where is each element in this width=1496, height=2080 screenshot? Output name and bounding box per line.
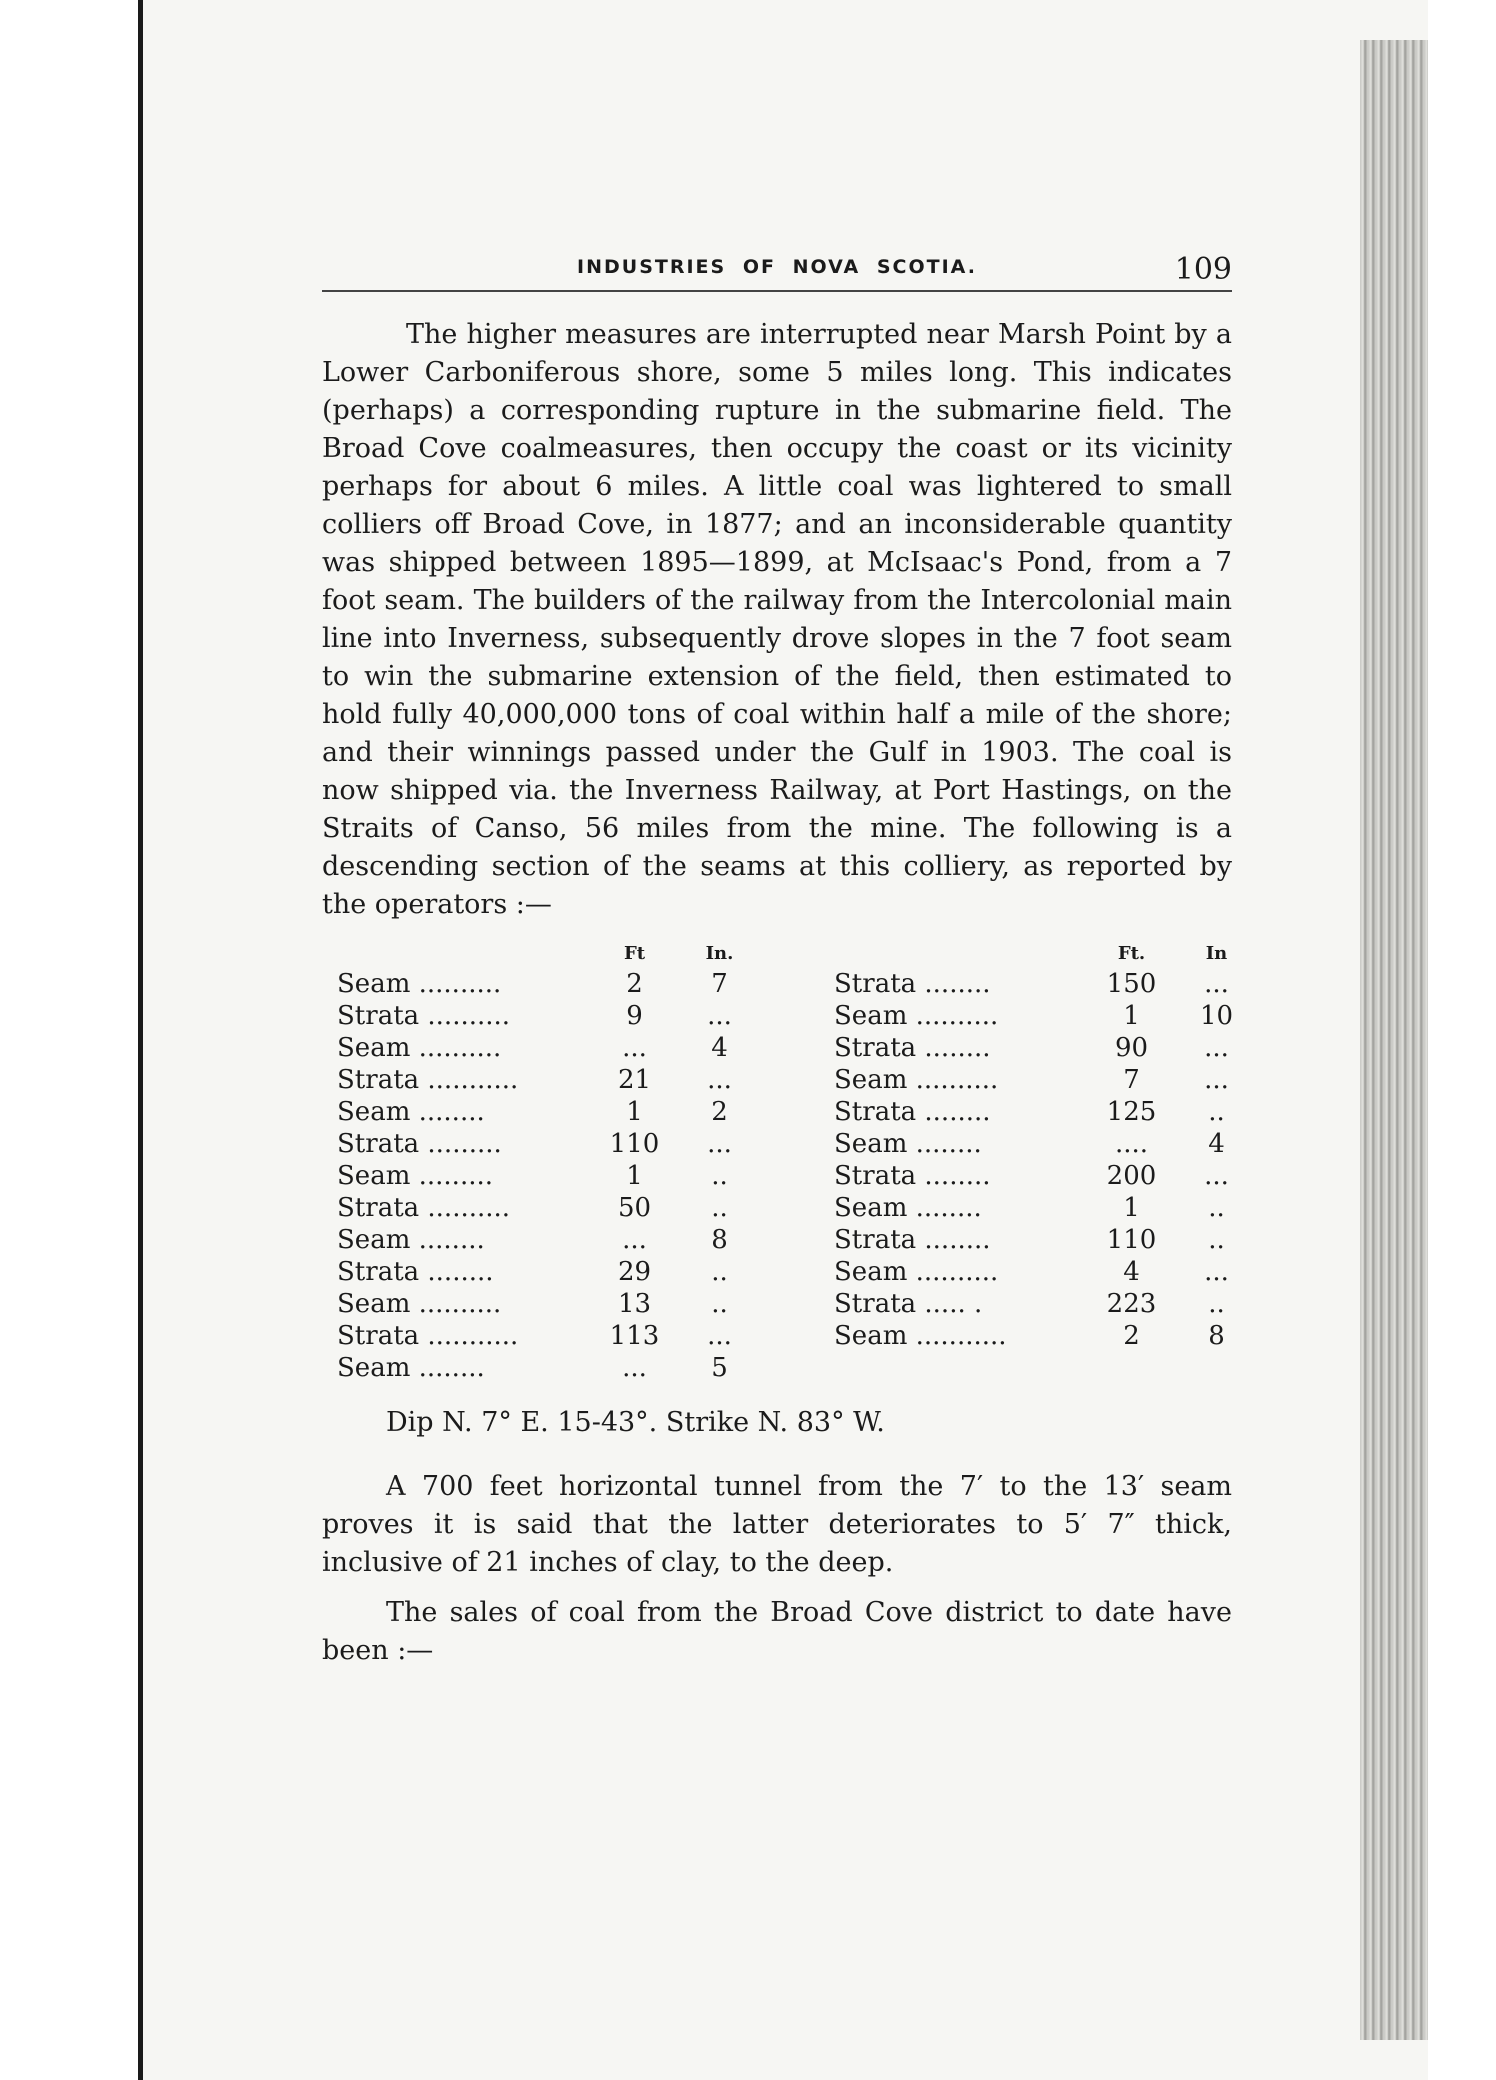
- table-row: [834, 1288, 1254, 1320]
- layer-inches: 8: [711, 1225, 728, 1255]
- layer-inches: ...: [707, 1065, 732, 1095]
- table-row: [337, 1224, 757, 1256]
- layer-name: Seam ..........: [834, 1257, 999, 1287]
- layer-feet: 1: [1123, 1001, 1140, 1031]
- table-row: [337, 1096, 757, 1128]
- table-header: [337, 940, 757, 968]
- layer-name: Strata ...........: [337, 1065, 519, 1095]
- layer-inches: 10: [1199, 1001, 1234, 1031]
- layer-feet: ...: [622, 1353, 647, 1383]
- layer-feet: 1: [1123, 1193, 1140, 1223]
- strata-table-right: [834, 940, 1254, 1352]
- paragraph-intro: The higher measures are interrupted near Marsh Point by a Lower Carboniferous shore, some 5 miles long. This indicates (perhaps) a corresponding rupture in the submarine field. The Broad Cove coalmeasures, then occupy the coast or its vicinity perhaps for about 6 miles. A little coal was lightered to small colliers off Broad Cove, in 1877; and an inconsiderable quantity was shipped between 1895—1899, at McIsaac's Pond, from a 7 foot seam. The builders of the railway from the Intercolonial main line into Inverness, subsequently drove slopes in the 7 foot seam to win the submarine extension of the field, then estimated to hold fully 40,000,000 tons of coal within half a mile of the shore; and their winnings passed under the Gulf in 1903. The coal is now shipped via. the Inverness Railway, at Port Hastings, on the Straits of Canso, 56 miles from the mine. The following is a descending section of the seams at this colliery, as reported by the operators :—: [322, 319, 1232, 920]
- page-stack-edge: [1360, 40, 1428, 2040]
- layer-feet: 2: [1123, 1321, 1140, 1351]
- layer-inches: ...: [1204, 1065, 1229, 1095]
- table-row: [834, 1224, 1254, 1256]
- layer-name: Seam ........: [834, 1129, 982, 1159]
- table-row: [834, 1320, 1254, 1352]
- layer-feet: 110: [1106, 1225, 1157, 1255]
- table-row: [337, 1032, 757, 1064]
- layer-name: Strata ........: [834, 969, 991, 999]
- running-header: [322, 240, 1232, 292]
- table-row: [337, 968, 757, 1000]
- layer-inches: ...: [1204, 1257, 1229, 1287]
- layer-name: Strata ..........: [337, 1193, 511, 1223]
- layer-feet: 125: [1106, 1097, 1157, 1127]
- paragraph-sales: The sales of coal from the Broad Cove district to date have been :—: [322, 1597, 1232, 1666]
- running-title: INDUSTRIES OF NOVA SCOTIA.: [577, 256, 977, 278]
- layer-feet: 113: [609, 1321, 660, 1351]
- layer-feet: 150: [1106, 969, 1157, 999]
- layer-inches: ..: [1208, 1225, 1225, 1255]
- layer-name: Strata ........: [834, 1033, 991, 1063]
- layer-inches: ...: [1204, 969, 1229, 999]
- table-row: [834, 1160, 1254, 1192]
- layer-name: Strata .........: [337, 1129, 502, 1159]
- layer-inches: 8: [1208, 1321, 1225, 1351]
- table-row: [337, 1192, 757, 1224]
- layer-inches: ...: [1204, 1033, 1229, 1063]
- layer-inches: ..: [1208, 1289, 1225, 1319]
- layer-feet: 13: [617, 1289, 652, 1319]
- header-in: In.: [705, 943, 734, 964]
- layer-inches: ..: [711, 1289, 728, 1319]
- header-ft: Ft: [623, 943, 646, 964]
- layer-inches: ...: [707, 1321, 732, 1351]
- page-number: 109: [1174, 252, 1232, 287]
- table-row: [337, 1352, 757, 1384]
- layer-feet: 110: [609, 1129, 660, 1159]
- strata-table-left: [337, 940, 757, 1384]
- layer-feet: 2: [626, 969, 643, 999]
- paragraph-tunnel: A 700 feet horizontal tunnel from the 7′ to the 13′ seam proves it is said that the latter deteriorates to 5′ 7″ thick, inclusive of 21 inches of clay, to the deep.: [322, 1471, 1232, 1578]
- page-content: [322, 240, 1232, 1670]
- table-row: [337, 1288, 757, 1320]
- table-row: [834, 1064, 1254, 1096]
- header-ft: Ft.: [1117, 943, 1146, 964]
- layer-name: Strata ..... .: [834, 1289, 983, 1319]
- table-row: [337, 1160, 757, 1192]
- layer-name: Seam ..........: [337, 969, 502, 999]
- table-row: [337, 1320, 757, 1352]
- table-row: [834, 1032, 1254, 1064]
- table-row: [834, 968, 1254, 1000]
- layer-feet: 1: [626, 1161, 643, 1191]
- table-row: [337, 1064, 757, 1096]
- layer-feet: 7: [1123, 1065, 1140, 1095]
- table-row: [834, 1096, 1254, 1128]
- layer-name: Seam ........: [337, 1225, 485, 1255]
- table-header: [834, 940, 1254, 968]
- layer-inches: ...: [1204, 1161, 1229, 1191]
- strata-section-table: [322, 940, 1232, 1398]
- layer-inches: 4: [711, 1033, 728, 1063]
- table-row: [337, 1256, 757, 1288]
- layer-name: Seam ..........: [337, 1289, 502, 1319]
- layer-feet: 90: [1114, 1033, 1149, 1063]
- table-row: [337, 1000, 757, 1032]
- layer-inches: ..: [1208, 1097, 1225, 1127]
- layer-inches: ...: [707, 1129, 732, 1159]
- layer-name: Seam ..........: [834, 1065, 999, 1095]
- table-row: [834, 1000, 1254, 1032]
- layer-inches: ..: [711, 1193, 728, 1223]
- layer-feet: 223: [1106, 1289, 1157, 1319]
- layer-name: Strata ........: [834, 1097, 991, 1127]
- table-row: [337, 1128, 757, 1160]
- layer-inches: ..: [711, 1257, 728, 1287]
- layer-name: Seam ........: [337, 1353, 485, 1383]
- layer-name: Strata ..........: [337, 1001, 511, 1031]
- layer-feet: 29: [617, 1257, 652, 1287]
- layer-name: Strata ...........: [337, 1321, 519, 1351]
- header-in: In: [1205, 943, 1228, 964]
- layer-inches: 4: [1208, 1129, 1225, 1159]
- layer-inches: ...: [707, 1001, 732, 1031]
- layer-inches: ..: [1208, 1193, 1225, 1223]
- layer-inches: ..: [711, 1161, 728, 1191]
- layer-name: Strata ........: [337, 1257, 494, 1287]
- table-row: [834, 1128, 1254, 1160]
- dip-strike-line: Dip N. 7° E. 15-43°. Strike N. 83° W.: [386, 1407, 885, 1438]
- layer-name: Strata ........: [834, 1225, 991, 1255]
- layer-feet: 9: [626, 1001, 643, 1031]
- layer-feet: ....: [1114, 1129, 1149, 1159]
- layer-feet: 50: [617, 1193, 652, 1223]
- layer-feet: 21: [617, 1065, 652, 1095]
- layer-name: Seam ..........: [337, 1033, 502, 1063]
- layer-name: Seam ...........: [834, 1321, 1007, 1351]
- table-row: [834, 1192, 1254, 1224]
- layer-name: Seam ..........: [834, 1001, 999, 1031]
- layer-feet: 4: [1123, 1257, 1140, 1287]
- layer-feet: 200: [1106, 1161, 1157, 1191]
- layer-name: Seam ........: [337, 1097, 485, 1127]
- layer-name: Seam ........: [834, 1193, 982, 1223]
- layer-inches: 2: [711, 1097, 728, 1127]
- layer-inches: 7: [711, 969, 728, 999]
- table-row: [834, 1256, 1254, 1288]
- layer-inches: 5: [711, 1353, 728, 1383]
- layer-name: Seam .........: [337, 1161, 493, 1191]
- layer-feet: 1: [626, 1097, 643, 1127]
- layer-feet: ...: [622, 1033, 647, 1063]
- layer-name: Strata ........: [834, 1161, 991, 1191]
- layer-feet: ...: [622, 1225, 647, 1255]
